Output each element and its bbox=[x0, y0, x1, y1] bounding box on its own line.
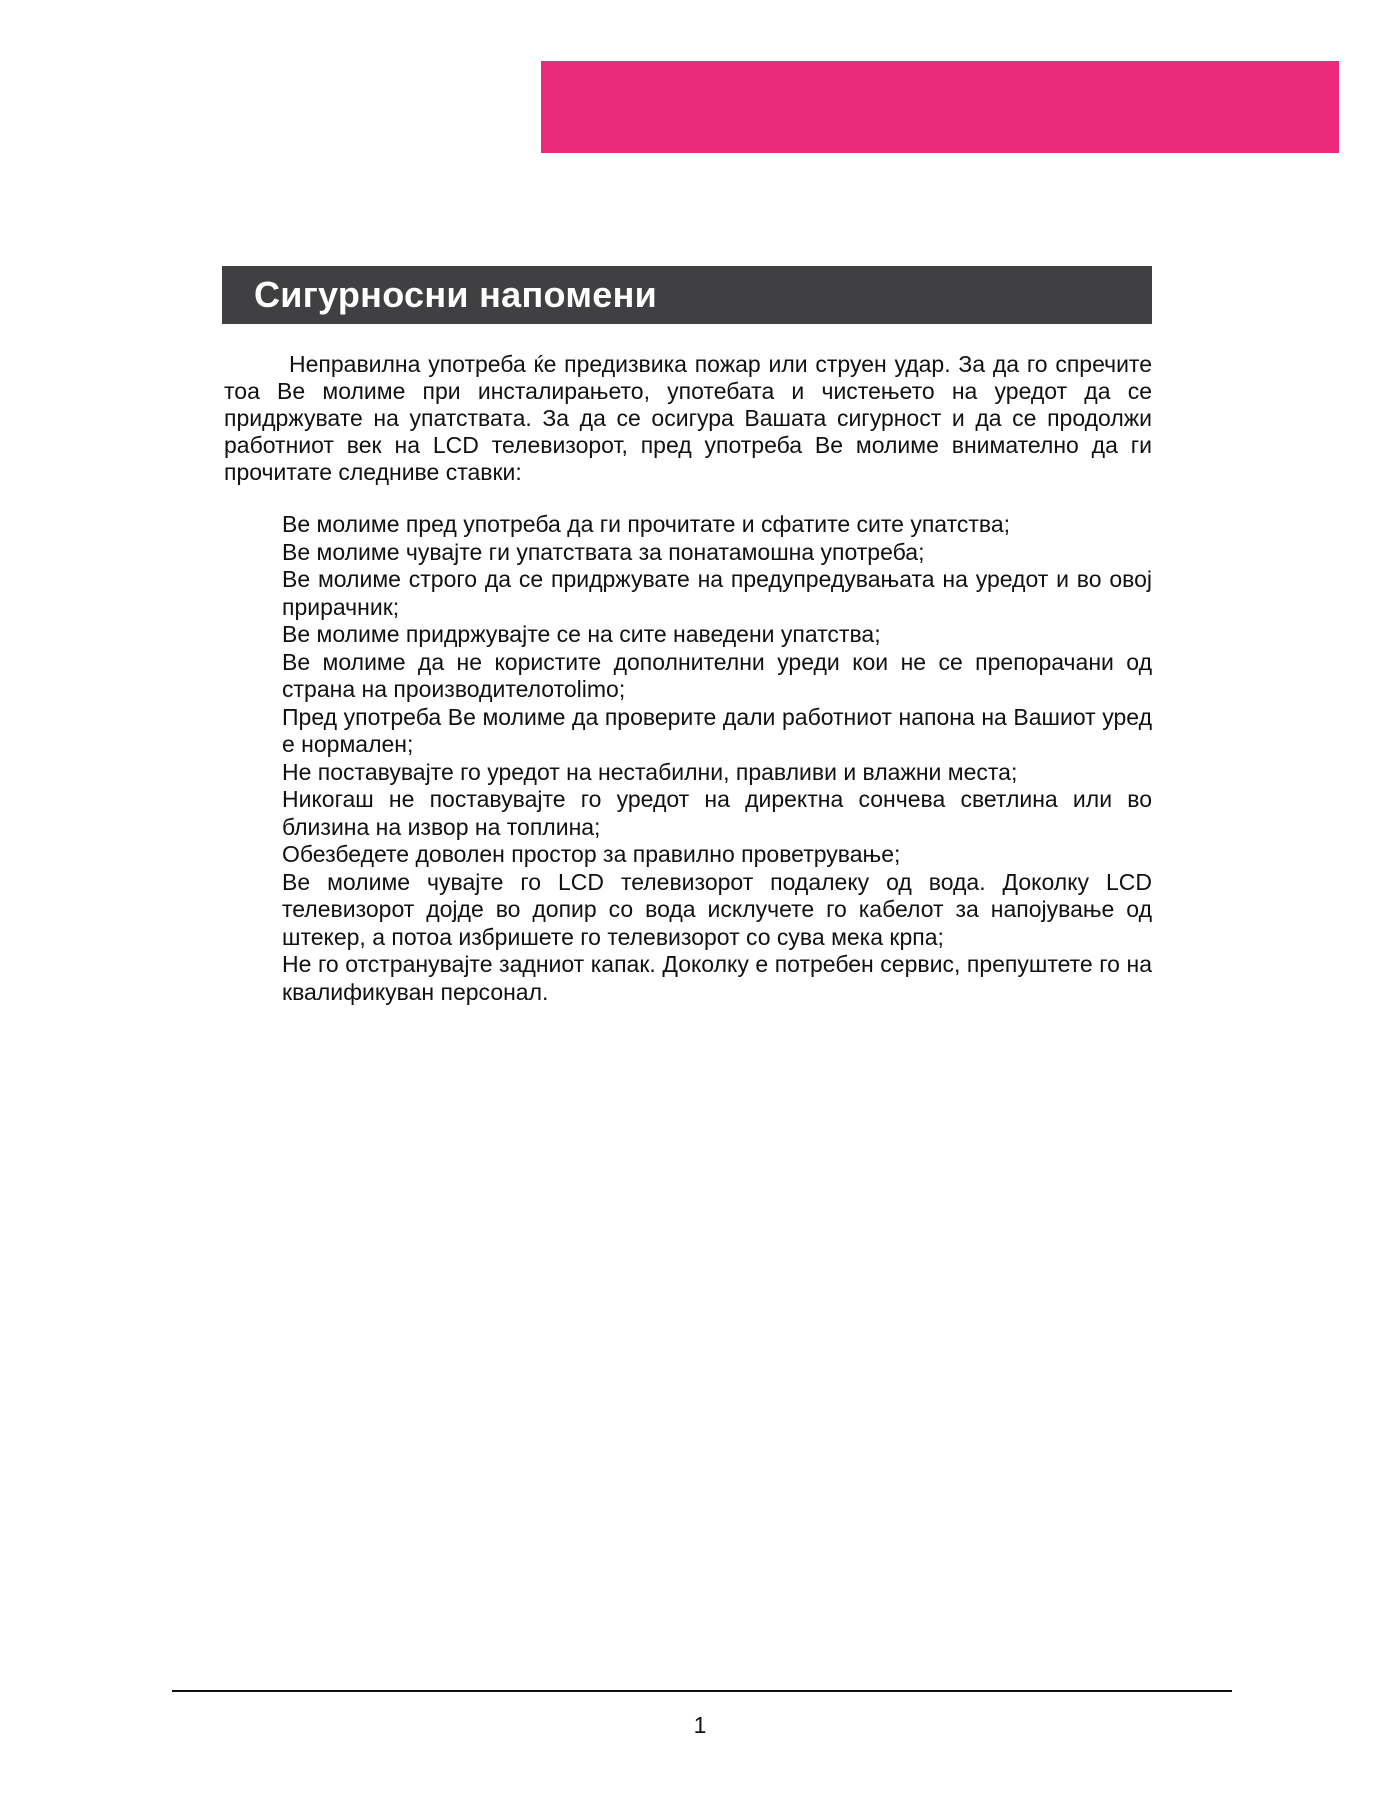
intro-paragraph: Неправилна употреба ќе предизвика пожар или струен удар. За да го спречите тоа Ве молиме при инсталирањето, употебата и чистењето на уредот да се придржувате на упатствата. За да се осигура Вашата сигурност и да се продолжи работниот век на LCD телевизорот, пред употреба Ве молиме внимателно да ги прочитате следниве ставки: bbox=[224, 351, 1152, 485]
list-item: Ве молиме чувајте го LCD телевизорот подалеку од вода. Доколку LCD телевизорот дојде во допир со вода исклучете го кабелот за напојување од штекер, а потоа избришете го телевизорот со сува мека крпа; bbox=[282, 868, 1152, 950]
list-item: Ве молиме придржувајте се на сите наведени упатства; bbox=[282, 621, 881, 647]
accent-bar bbox=[541, 61, 1339, 153]
list-item: Никогаш не поставувајте го уредот на директна сончева светлина или во близина на извор на топлина; bbox=[282, 786, 1152, 840]
page-number: 1 bbox=[693, 1712, 707, 1738]
list-item: Ве молиме чувајте ги упатствата за понатамошна употреба; bbox=[282, 538, 925, 565]
list-item: Ве молиме пред употреба да ги прочитате и сфатите сите упатства; bbox=[282, 511, 1011, 537]
safety-list bbox=[282, 511, 1152, 1006]
section-title: Сигурносни напомени bbox=[254, 274, 658, 315]
list-item: Обезбедете доволен простор за правилно проветрување; bbox=[282, 841, 901, 867]
section-header bbox=[222, 266, 1152, 324]
list-item: Ве молиме строго да се придржувате на предупредувањата на уредот и во овој прирачник; bbox=[282, 566, 1152, 620]
list-item: Ве молиме да не користите дополнителни уреди кои не се препорачани од страна на производителотоlimo; bbox=[282, 648, 1152, 702]
footer-divider bbox=[172, 1690, 1232, 1692]
list-item: Не го отстранувајте задниот капак. Доколку е потребен сервис, препуштете го на квалификуван персонал. bbox=[282, 951, 1152, 1005]
list-item: Пред употреба Ве молиме да проверите дали работниот напона на Вашиот уред е нормален; bbox=[282, 703, 1152, 757]
list-item: Не поставувајте го уредот на нестабилни, правливи и влажни места; bbox=[282, 758, 1018, 785]
